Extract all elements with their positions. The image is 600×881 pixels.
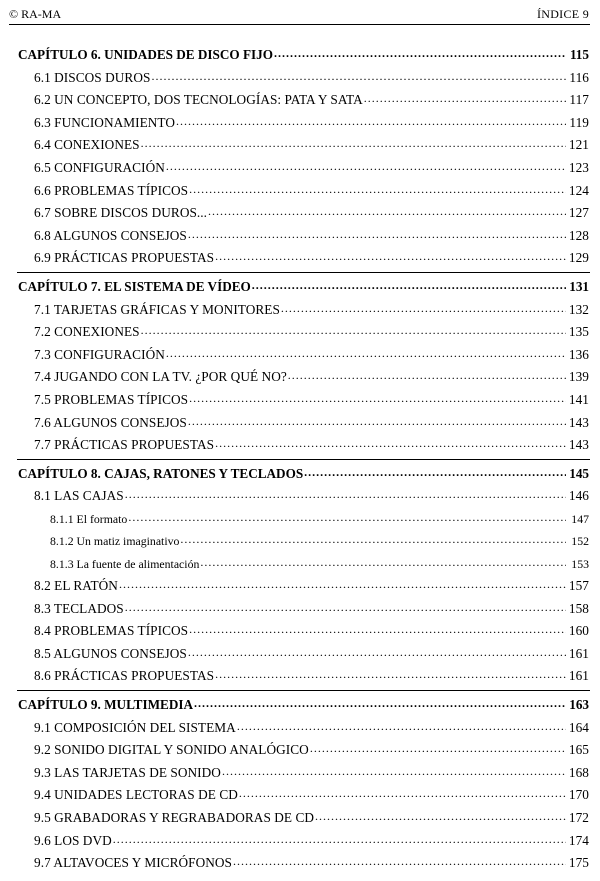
entry-title: 6.7 SOBRE DISCOS DUROS... [34,205,208,221]
entry-title: 8.6 PRÁCTICAS PROPUESTAS [34,668,215,684]
entry-title: 7.7 PRÁCTICAS PROPUESTAS [34,437,215,453]
page-number: 136 [568,346,589,362]
entry-title: 6.8 ALGUNOS CONSEJOS [34,227,187,243]
section-entry[interactable] [0,807,600,830]
page-number: 165 [568,742,589,758]
dot-leader [239,786,566,799]
section-entry[interactable] [0,784,600,807]
entry-title: CAPÍTULO 9. MULTIMEDIA [18,697,193,713]
entry-title: 7.6 ALGUNOS CONSEJOS [34,414,187,430]
section-entry[interactable] [0,643,600,666]
page-number: 157 [568,578,589,594]
page-number: 168 [568,764,589,780]
dot-leader [176,113,566,126]
entry-title: 6.9 PRÁCTICAS PROPUESTAS [34,250,215,266]
entry-title: CAPÍTULO 7. EL SISTEMA DE VÍDEO [18,278,251,294]
page-number: 175 [568,855,589,871]
section-entry[interactable] [0,717,600,740]
dot-leader [215,249,566,262]
entry-title: 9.1 COMPOSICIÓN DEL SISTEMA [34,719,236,735]
section-entry[interactable] [0,762,600,785]
dot-leader [281,300,566,313]
dot-leader [364,91,566,104]
section-entry[interactable] [0,434,600,457]
dot-leader [208,204,566,217]
dot-leader [166,159,566,172]
dot-leader [194,696,566,709]
entry-title: 9.3 LAS TARJETAS DE SONIDO [34,764,221,780]
subsection-entry[interactable] [0,530,600,552]
section-entry[interactable] [0,134,600,157]
header-rule [9,24,590,25]
chapter-separator [17,690,590,691]
header-page-label: ÍNDICE 9 [536,7,589,21]
chapter-block [0,463,600,688]
section-entry[interactable] [0,67,600,90]
page-number: 146 [568,488,589,504]
page-number: 143 [568,437,589,453]
page-number: 145 [569,465,589,481]
page-number: 160 [568,623,589,639]
dot-leader [215,667,566,680]
page-number: 164 [568,719,589,735]
section-entry[interactable] [0,299,600,322]
section-entry[interactable] [0,321,600,344]
entry-title: 6.3 FUNCIONAMIENTO [34,114,176,130]
dot-leader [310,741,566,754]
dot-leader [141,323,566,336]
entry-title: 7.4 JUGANDO CON LA TV. ¿POR QUÉ NO? [34,369,287,385]
dot-leader [215,436,566,449]
section-entry[interactable] [0,366,600,389]
page-number: 119 [569,114,589,130]
dot-leader [166,345,566,358]
page-number: 152 [571,534,589,549]
page-number: 124 [568,182,589,198]
page-number: 163 [569,697,589,713]
section-entry[interactable] [0,485,600,508]
chapter-separator [17,459,590,460]
section-entry[interactable] [0,620,600,643]
dot-leader [128,511,566,523]
chapter-entry[interactable] [0,276,600,299]
dot-leader [233,854,566,867]
section-entry[interactable] [0,665,600,688]
dot-leader [188,645,566,658]
page-number: 170 [568,787,589,803]
section-entry[interactable] [0,202,600,225]
entry-title: 6.2 UN CONCEPTO, DOS TECNOLOGÍAS: PATA Y SATA [34,92,363,108]
page-number: 174 [568,832,589,848]
dot-leader [274,46,566,59]
page-number: 147 [571,511,589,526]
dot-leader [141,136,566,149]
dot-leader [113,831,566,844]
section-entry[interactable] [0,830,600,853]
entry-title: 6.4 CONEXIONES [34,137,140,153]
entry-title: 8.1.2 Un matiz imaginativo [50,534,180,549]
page-number: 129 [568,250,589,266]
page-number: 161 [568,645,589,661]
dot-leader [151,68,566,81]
dot-leader [315,809,566,822]
page-number: 141 [568,391,589,407]
section-entry[interactable] [0,389,600,412]
page-number: 139 [568,369,589,385]
entry-title: 7.3 CONFIGURACIÓN [34,346,165,362]
entry-title: CAPÍTULO 6. UNIDADES DE DISCO FIJO [18,47,273,62]
entry-title: 8.2 EL RATÓN [34,578,118,594]
dot-leader [125,599,566,612]
entry-title: 7.1 TARJETAS GRÁFICAS Y MONITORES [34,301,280,317]
subsection-entry[interactable] [0,508,600,530]
entry-title: 6.5 CONFIGURACIÓN [34,159,165,175]
section-entry[interactable] [0,575,600,598]
dot-leader [288,368,566,381]
chapter-separator [17,272,590,273]
page-number: 116 [569,69,589,85]
section-entry[interactable] [0,739,600,762]
dot-leader [252,278,566,291]
dot-leader [237,718,566,731]
chapter-block [0,276,600,457]
dot-leader [200,556,566,568]
section-entry[interactable] [0,852,600,875]
entry-title: 8.5 ALGUNOS CONSEJOS [34,645,187,661]
page-number: 123 [568,159,589,175]
entry-title: 8.1.3 La fuente de alimentación [50,556,200,571]
entry-title: 9.5 GRABADORAS Y REGRABADORAS DE CD [34,809,315,825]
entry-title: 8.3 TECLADOS [34,600,124,616]
page-number: 143 [568,414,589,430]
page-number: 131 [569,278,589,294]
entry-title: CAPÍTULO 8. CAJAS, RATONES Y TECLADOS [18,465,304,481]
page-number: 121 [568,137,589,153]
entry-title: 9.6 LOS DVD [34,832,112,848]
entry-title: 8.1 LAS CAJAS [34,488,124,504]
dot-leader [188,226,566,239]
section-entry[interactable] [0,89,600,112]
page-number: 132 [568,301,589,317]
dot-leader [304,465,566,478]
running-header [9,5,589,23]
page-number: 153 [571,556,589,571]
dot-leader [188,413,566,426]
section-entry[interactable] [0,412,600,435]
page-number: 172 [568,809,589,825]
dot-leader [222,764,566,777]
chapter-block [0,44,600,270]
dot-leader [125,487,566,500]
section-entry[interactable] [0,225,600,248]
page-number: 161 [568,668,589,684]
dot-leader [180,533,566,545]
chapter-block [0,694,600,875]
table-of-contents [0,44,600,875]
publisher-label: © RA-MA [9,7,62,21]
section-entry[interactable] [0,157,600,180]
entry-title: 9.2 SONIDO DIGITAL Y SONIDO ANALÓGICO [34,742,309,758]
chapter-entry[interactable] [0,463,600,486]
subsection-entry[interactable] [0,553,600,575]
entry-title: 6.6 PROBLEMAS TÍPICOS [34,182,189,198]
dot-leader [189,622,566,635]
entry-title: 6.1 DISCOS DUROS [34,69,151,85]
chapter-entry[interactable] [0,44,600,67]
entry-title: 9.7 ALTAVOCES Y MICRÓFONOS [34,855,233,871]
dot-leader [119,577,566,590]
section-entry[interactable] [0,247,600,270]
dot-leader [189,181,566,194]
section-entry[interactable] [0,112,600,135]
entry-title: 7.2 CONEXIONES [34,324,140,340]
entry-title: 9.4 UNIDADES LECTORAS DE CD [34,787,238,803]
entry-title: 8.4 PROBLEMAS TÍPICOS [34,623,189,639]
chapter-entry[interactable] [0,694,600,717]
entry-title: 8.1.1 El formato [50,511,128,526]
page-number: 127 [568,205,589,221]
page-number: 117 [569,92,589,108]
page-number: 128 [568,227,589,243]
page-number: 135 [568,324,589,340]
section-entry[interactable] [0,598,600,621]
section-entry[interactable] [0,180,600,203]
page-number: 115 [569,47,589,62]
dot-leader [189,391,566,404]
page-number: 158 [568,600,589,616]
entry-title: 7.5 PROBLEMAS TÍPICOS [34,391,189,407]
section-entry[interactable] [0,344,600,367]
